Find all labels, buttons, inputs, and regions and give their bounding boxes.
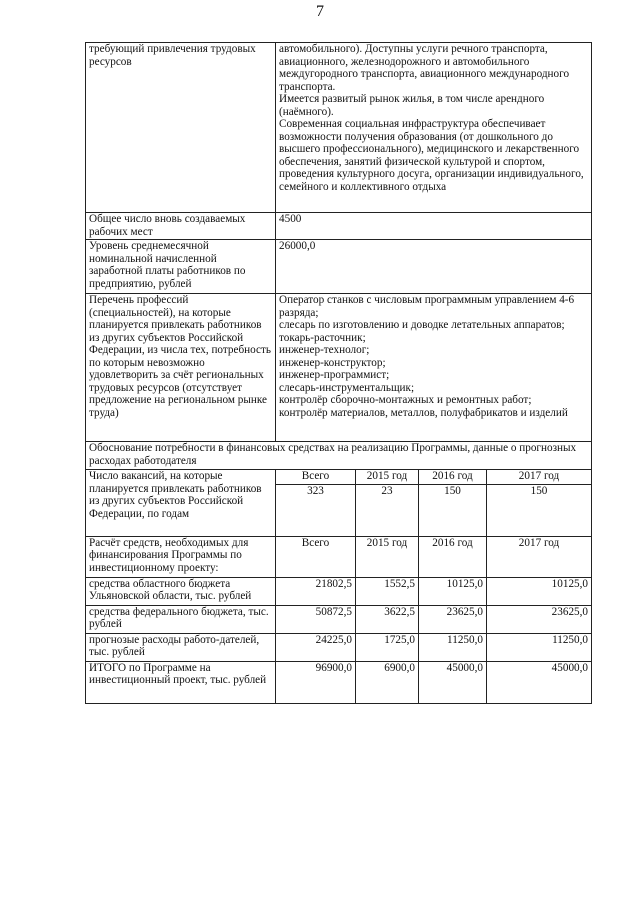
- cell-value: 150: [419, 484, 487, 536]
- cell-value: 10125,0: [419, 577, 487, 605]
- row-salary: [86, 240, 592, 294]
- row-justification: [86, 442, 592, 470]
- row-label: средства федерального бюджета, тыс. рублей: [86, 605, 276, 633]
- row-professions: [86, 294, 592, 442]
- cell-value: 23: [356, 484, 419, 536]
- row-total: [86, 661, 592, 703]
- cell-value: 1552,5: [356, 577, 419, 605]
- row-jobs: [86, 213, 592, 240]
- cell-value: 11250,0: [419, 633, 487, 661]
- cell-value: 21802,5: [276, 577, 356, 605]
- col-header: 2015 год: [356, 536, 419, 577]
- professions-list: Оператор станков с числовым программным управлением 4-6 разряда; слесарь по изготовлению и доводке летательных аппаратов; токарь-расточник; инженер-технолог; инженер-конструктор; инженер-программист; слесарь-инструментальщик; контролёр сборочно-монтажных и ремонтных работ; контролёр материалов, металлов, полуфабрикатов и изделий: [276, 294, 592, 442]
- cell-value: 96900,0: [276, 661, 356, 703]
- row-value: 26000,0: [276, 240, 592, 294]
- justification-heading: Обоснование потребности в финансовых средствах на реализацию Программы, данные о прогнозных расходах работодателя: [86, 442, 592, 470]
- cell-value: 45000,0: [419, 661, 487, 703]
- cell-value: 23625,0: [419, 605, 487, 633]
- program-table: [85, 42, 592, 704]
- row-label: Расчёт средств, необходимых для финансирования Программы по инвестиционному проекту:: [86, 536, 276, 577]
- row-employer-expenses: [86, 633, 592, 661]
- cell-value: 6900,0: [356, 661, 419, 703]
- col-header: 2016 год: [419, 470, 487, 485]
- row-label: средства областного бюджета Ульяновской области, тыс. рублей: [86, 577, 276, 605]
- cell-value: 45000,0: [487, 661, 592, 703]
- row-label: Перечень профессий (специальностей), на которые планируется привлекать работников из других субъектов Российской Федерации, из числа тех, потребность по которым невозможно удовлетворить за счёт региональных трудовых ресурсов (отсутствует предложение на региональном рынке труда): [86, 294, 276, 442]
- row-label: Уровень среднемесячной номинальной начисленной заработной платы работников по предприятию, рублей: [86, 240, 276, 294]
- row-value: автомобильного). Доступны услуги речного транспорта, авиационного, железнодорожного и автомобильного междугородного транспорта, авиационного международного транспорта. Имеется развитый рынок жилья, в том числе арендного (наёмного). Современная социальная инфраструктура обеспечивает возможности получения образования (от дошкольного до высшего профессионального), медицинского и лекарственного обеспечения, занятий физической культурой и спортом, проведения культурного досуга, организации индивидуального, семейного и коллективного отдыха: [276, 43, 592, 213]
- row-regional-budget: [86, 577, 592, 605]
- cell-value: 323: [276, 484, 356, 536]
- row-continuation: [86, 43, 592, 213]
- col-header: 2016 год: [419, 536, 487, 577]
- row-label: Общее число вновь создаваемых рабочих мест: [86, 213, 276, 240]
- cell-value: 50872,5: [276, 605, 356, 633]
- row-label: прогнозые расходы работо-дателей, тыс. рублей: [86, 633, 276, 661]
- row-federal-budget: [86, 605, 592, 633]
- row-label: требующий привлечения трудовых ресурсов: [86, 43, 276, 213]
- cell-value: 150: [487, 484, 592, 536]
- row-vacancies-header: [86, 470, 592, 485]
- row-value: 4500: [276, 213, 592, 240]
- row-calc-header: [86, 536, 592, 577]
- col-header: Всего: [276, 536, 356, 577]
- col-header: 2017 год: [487, 470, 592, 485]
- row-label: ИТОГО по Программе на инвестиционный проект, тыс. рублей: [86, 661, 276, 703]
- col-header: 2015 год: [356, 470, 419, 485]
- col-header: Всего: [276, 470, 356, 485]
- cell-value: 3622,5: [356, 605, 419, 633]
- cell-value: 1725,0: [356, 633, 419, 661]
- cell-value: 10125,0: [487, 577, 592, 605]
- cell-value: 24225,0: [276, 633, 356, 661]
- page-number: 7: [316, 3, 324, 20]
- row-label: Число вакансий, на которые планируется привлекать работников из других субъектов Российской Федерации, по годам: [86, 470, 276, 537]
- cell-value: 11250,0: [487, 633, 592, 661]
- col-header: 2017 год: [487, 536, 592, 577]
- cell-value: 23625,0: [487, 605, 592, 633]
